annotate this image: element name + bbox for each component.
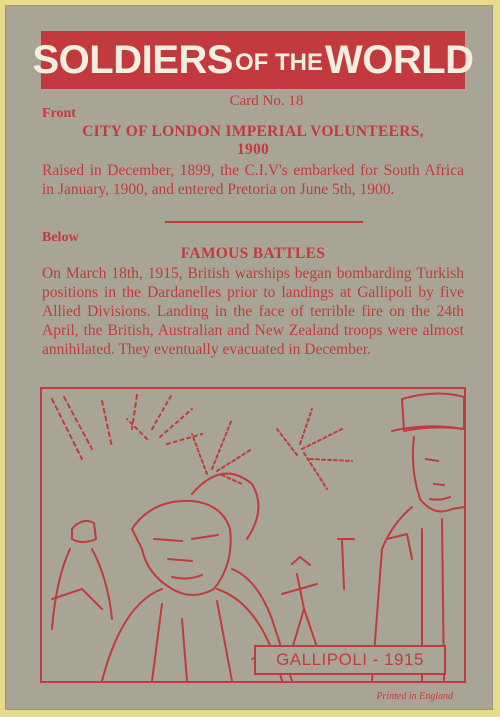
banner-word-world: WORLD bbox=[324, 37, 474, 82]
divider-rule bbox=[165, 221, 363, 223]
card-number: Card No. 18 bbox=[229, 93, 304, 109]
below-description: On March 18th, 1915, British warships began bombarding Turkish positions in the Dardanelles prior to landings at Gallipoli by five Allied Divisions. Landing in the face of terrible fire on the 24th April, the British, Australian and New Zealand troops were almost annihilated. They eventually evacuated in December. bbox=[42, 265, 464, 358]
below-label: Below bbox=[42, 230, 79, 245]
title-banner bbox=[32, 31, 474, 89]
printed-in-england: Printed in England bbox=[376, 691, 453, 702]
banner-word-soldiers: SOLDIERS bbox=[32, 37, 233, 82]
banner-word-of-the: OF THE bbox=[234, 49, 323, 76]
illustration-drawing bbox=[42, 389, 464, 681]
trading-card bbox=[5, 5, 493, 710]
front-title-line1: CITY OF LONDON IMPERIAL VOLUNTEERS, bbox=[82, 123, 424, 140]
illustration-caption: GALLIPOLI - 1915 bbox=[254, 645, 446, 675]
below-title: FAMOUS BATTLES bbox=[180, 245, 326, 262]
front-description: Raised in December, 1899, the C.I.V's embarked for South Africa in January, 1900, and entered Pretoria on June 5th, 1900. bbox=[42, 162, 464, 198]
gallipoli-illustration bbox=[40, 387, 466, 683]
front-label: Front bbox=[42, 106, 76, 121]
front-title-line2: 1900 bbox=[236, 141, 270, 158]
